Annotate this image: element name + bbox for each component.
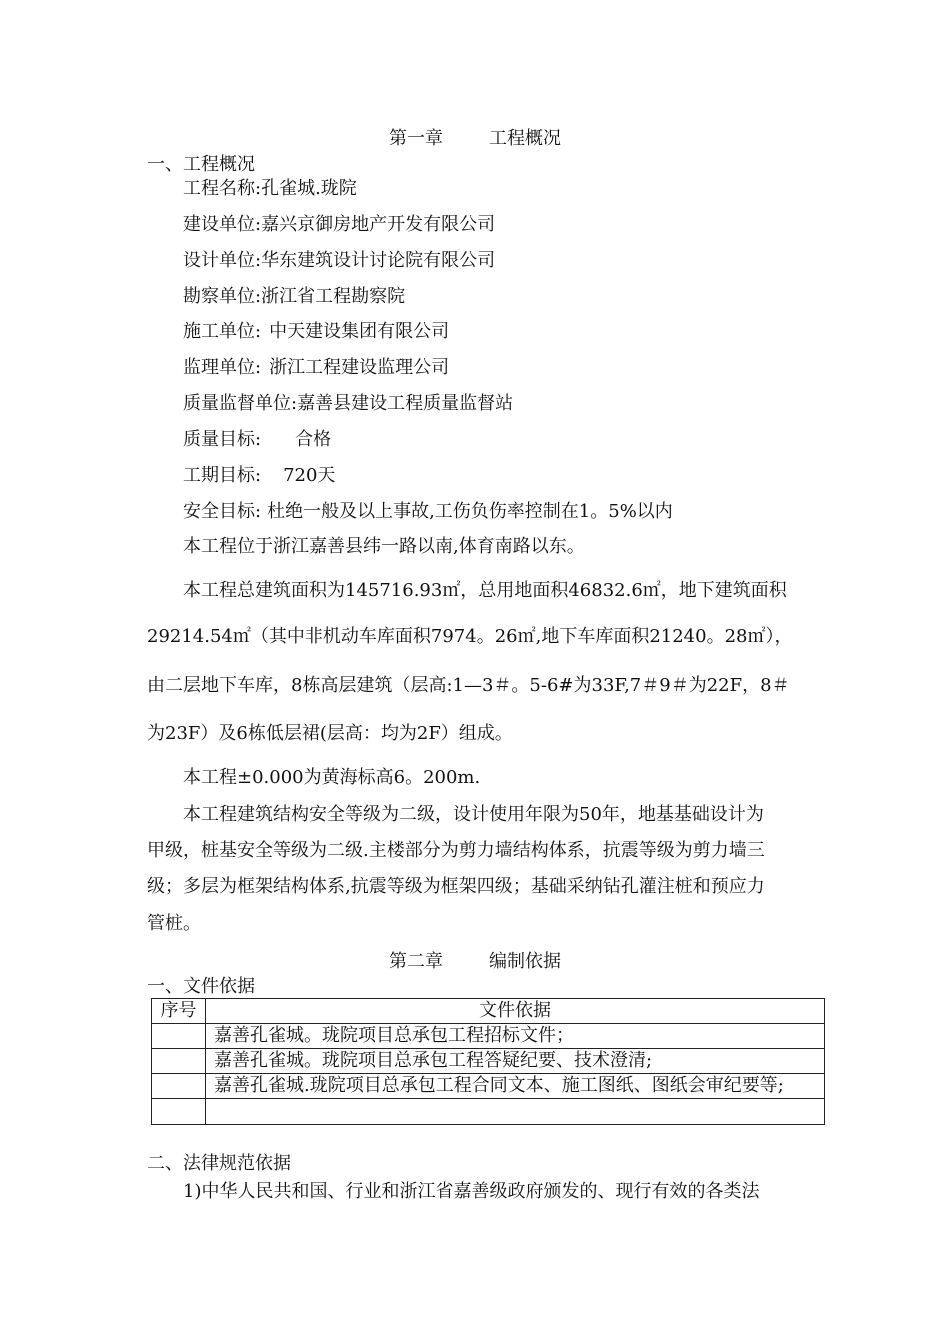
structure-paragraph-line: 级；多层为框架结构体系,抗震等级为框架四级；基础采纳钻孔灌注桩和预应力 — [147, 876, 765, 897]
chapter-number: 第二章 — [389, 951, 443, 972]
table-row — [152, 1024, 825, 1049]
info-line-builder: 建设单位:嘉兴京御房地产开发有限公司 — [183, 214, 496, 235]
table-cell — [152, 1074, 206, 1099]
info-line-quality-supervision: 质量监督单位:嘉善县建设工程质量监督站 — [183, 393, 514, 414]
structure-paragraph-line: 甲级，桩基安全等级为二级.主楼部分为剪力墙结构体系，抗震等级为剪力墙三 — [147, 840, 765, 861]
column-header: 序号 — [152, 999, 206, 1024]
table-row — [152, 1099, 825, 1125]
area-paragraph-line: 为23F）及6栋低层裙(层高：均为2F）组成。 — [147, 723, 513, 744]
section-heading: 一、文件依据 — [147, 976, 255, 997]
info-line-quality-target: 质量目标: 合格 — [183, 429, 332, 450]
law-item: 1)中华人民共和国、行业和浙江省嘉善级政府颁发的、现行有效的各类法 — [183, 1181, 760, 1202]
elevation-paragraph: 本工程±0.000为黄海标高6。200m. — [183, 767, 481, 788]
chapter-title: 编制依据 — [489, 951, 561, 972]
table-header-row — [152, 999, 825, 1024]
chapter-number: 第一章 — [389, 128, 443, 149]
info-line-designer: 设计单位:华东建筑设计讨论院有限公司 — [183, 250, 496, 271]
table-cell — [152, 1049, 206, 1074]
area-paragraph-line: 由二层地下车库，8栋高层建筑（层高:1—3＃。5-6#为33F,7＃9＃为22F，8＃ — [147, 675, 790, 696]
section-heading: 一、工程概况 — [147, 154, 255, 175]
table-cell — [152, 1024, 206, 1049]
location-paragraph: 本工程位于浙江嘉善县纬一路以南,体育南路以东。 — [183, 536, 585, 557]
info-line-schedule-target: 工期目标: 720天 — [183, 465, 336, 486]
column-header: 文件依据 — [206, 999, 825, 1024]
document-basis-table — [151, 998, 825, 1125]
table-cell: 嘉善孔雀城。珑院项目总承包工程招标文件； — [206, 1024, 825, 1049]
info-line-contractor: 施工单位: 中天建设集团有限公司 — [183, 321, 450, 342]
table-cell — [206, 1099, 825, 1125]
chapter-title: 工程概况 — [489, 128, 561, 149]
table-cell: 嘉善孔雀城.珑院项目总承包工程合同文本、施工图纸、图纸会审纪要等; — [206, 1074, 825, 1099]
area-paragraph-line: 本工程总建筑面积为145716.93㎡，总用地面积46832.6㎡，地下建筑面积 — [183, 580, 787, 601]
structure-paragraph-line: 本工程建筑结构安全等级为二级，设计使用年限为50年，地基基础设计为 — [183, 804, 764, 825]
area-paragraph-line: 29214.54㎡（其中非机动车库面积7974。26㎡,地下车库面积21240。28㎡）， — [147, 626, 793, 647]
table-row — [152, 1049, 825, 1074]
section-heading: 二、法律规范依据 — [147, 1153, 291, 1174]
chapter-1-heading — [0, 128, 950, 150]
info-line-surveyor: 勘察单位:浙江省工程勘察院 — [183, 286, 406, 307]
chapter-2-heading — [0, 951, 950, 973]
table-cell: 嘉善孔雀城。珑院项目总承包工程答疑纪要、技术澄清; — [206, 1049, 825, 1074]
info-line-supervisor: 监理单位: 浙江工程建设监理公司 — [183, 357, 450, 378]
table-row — [152, 1074, 825, 1099]
table-cell — [152, 1099, 206, 1125]
info-line-project-name: 工程名称:孔雀城.珑院 — [183, 178, 357, 199]
structure-paragraph-line: 管桩。 — [147, 913, 201, 934]
info-line-safety-target: 安全目标: 杜绝一般及以上事故,工伤负伤率控制在1。5%以内 — [183, 501, 673, 522]
